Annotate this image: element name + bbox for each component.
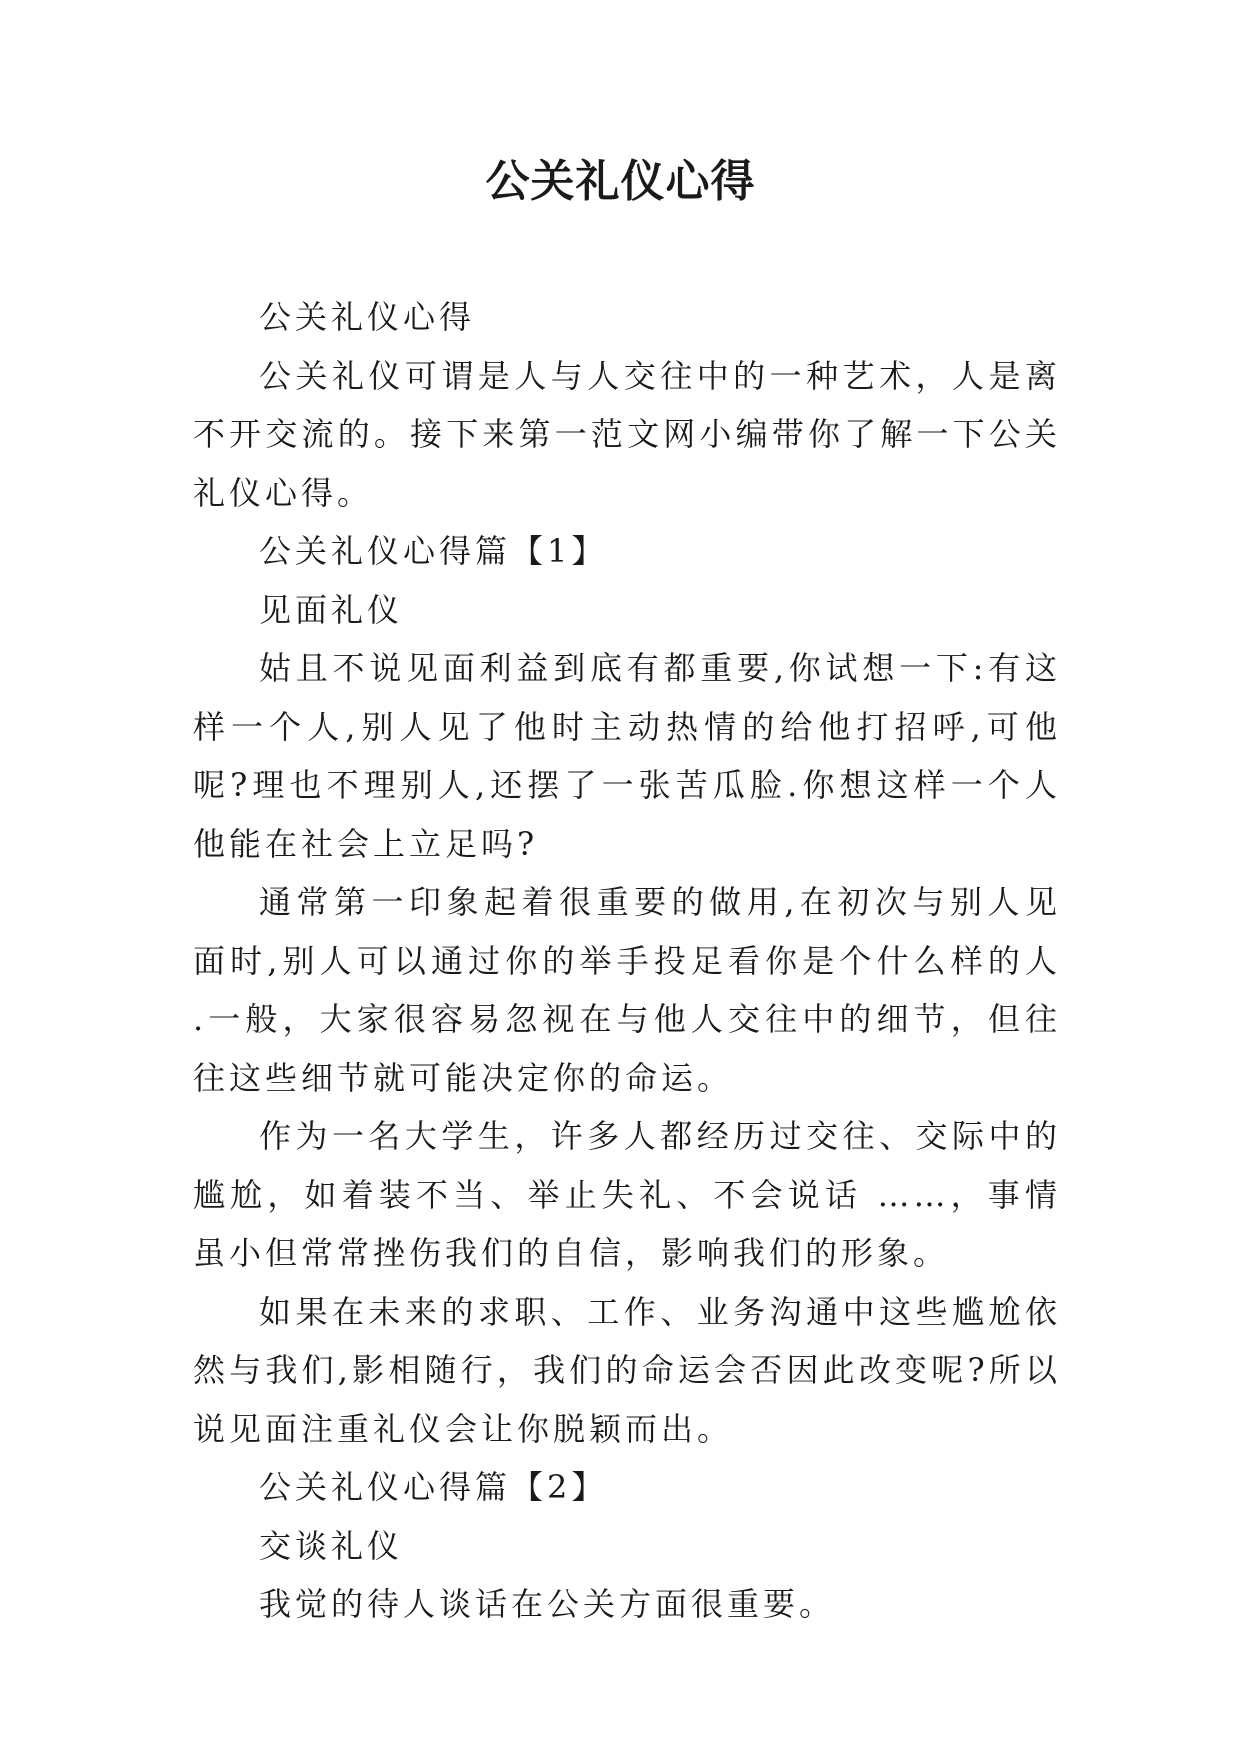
paragraph-heading: 公关礼仪心得 [259,298,476,336]
document-body [193,288,1061,1634]
paragraph: 通常第一印象起着很重要的做用,在初次与别人见面时,别人可以通过你的举手投足看你是个什么样的人 .一般，大家很容易忽视在与他人交往中的细节，但往往这些细节就可能决定你的命运。 [193,883,1061,1097]
section-heading-2: 公关礼仪心得篇【2】 [259,1468,608,1506]
paragraph-intro: 公关礼仪可谓是人与人交往中的一种艺术，人是离不开交流的。接下来第一范文网小编带你了解一下公关礼仪心得。 [193,356,1061,512]
paragraph: 作为一名大学生，许多人都经历过交往、交际中的尴尬，如着装不当、举止失礼、不会说话 ……，事情虽小但常常挫伤我们的自信，影响我们的形象。 [193,1117,1061,1272]
subheading-meeting-etiquette: 见面礼仪 [259,590,404,629]
paragraph: 我觉的待人谈话在公关方面很重要。 [259,1585,836,1623]
section-heading-1: 公关礼仪心得篇【1】 [259,532,608,570]
paragraph: 姑且不说见面利益到底有都重要,你试想一下:有这样一个人,别人见了他时主动热情的给他打招呼,可他呢?理也不理别人,还摆了一张苦瓜脸.你想这样一个人他能在社会上立足吗? [193,649,1061,863]
paragraph: 如果在未来的求职、工作、业务沟通中这些尴尬依然与我们,影相随行，我们的命运会否因此改变呢?所以说见面注重礼仪会让你脱颖而出。 [193,1292,1061,1448]
subheading-conversation-etiquette: 交谈礼仪 [259,1526,404,1565]
document-title: 公关礼仪心得 [485,156,756,207]
